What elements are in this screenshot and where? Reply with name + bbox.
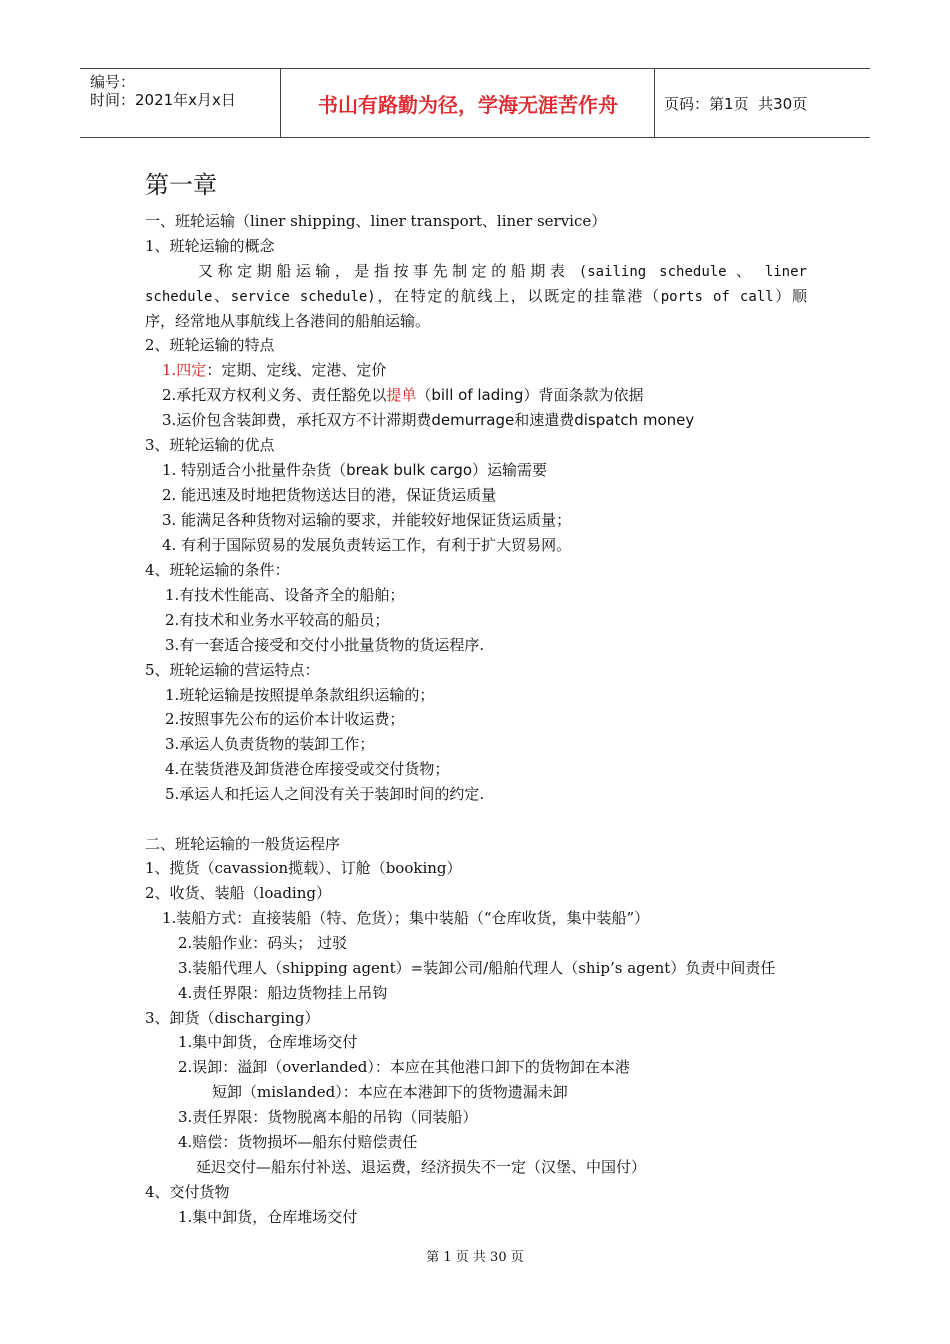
header-meta-cell (80, 69, 280, 137)
list-item: 2.按照事先公布的运价本计收运费； (165, 710, 405, 728)
list-item: 2.误卸：溢卸（overlanded）：本应在其他港口卸下的货物卸在本港 (178, 1058, 630, 1076)
list-item: 1.有技术性能高、设备齐全的船舶； (165, 586, 405, 604)
list-item: 3.责任界限：货物脱离本船的吊钩（同装船） (178, 1108, 478, 1126)
list-item: 2.有技术和业务水平较高的船员； (165, 611, 390, 629)
list-item: 3.有一套适合接受和交付小批量货物的货运程序. (165, 636, 485, 654)
list-item: 2.承托双方权利义务、责任豁免以提单（bill of lading）背面条款为依据 (162, 386, 644, 404)
section-heading: 一、班轮运输（liner shipping、liner transport、liner service） (145, 212, 607, 230)
concept-paragraph (145, 259, 807, 334)
subsection-heading: 2、收货、装船（loading） (145, 884, 331, 902)
header-divider (654, 69, 655, 137)
header-page-info: 页码：第1页 共30页 (664, 94, 808, 113)
header-divider (280, 69, 281, 137)
header-motto: 书山有路勤为径，学海无涯苦作舟 (318, 92, 618, 117)
list-item: 4.责任界限：船边货物挂上吊钩 (178, 984, 388, 1002)
list-item: 1.集中卸货，仓库堆场交付 (178, 1208, 358, 1226)
list-item: 2.装船作业：码头； 过驳 (178, 934, 348, 952)
subsection-heading: 5、班轮运输的营运特点： (145, 661, 320, 679)
list-item: 1.班轮运输是按照提单条款组织运输的； (165, 686, 435, 704)
subsection-heading: 3、班轮运输的优点 (145, 436, 275, 454)
list-item: 5.承运人和托运人之间没有关于装卸时间的约定. (165, 785, 485, 803)
subsection-heading: 4、班轮运输的条件： (145, 561, 290, 579)
list-item: 3.承运人负责货物的装卸工作； (165, 735, 375, 753)
list-item: 3.装船代理人（shipping agent）=装卸公司/船舶代理人（ship’s agent）负责中间责任 (178, 959, 776, 977)
list-item: 1. 特别适合小批量件杂货（break bulk cargo）运输需要 (162, 461, 548, 479)
list-item: 4. 有利于国际贸易的发展负责转运工作，有利于扩大贸易网。 (162, 536, 572, 554)
page-header (80, 68, 870, 138)
list-item: 1.装船方式：直接装船（特、危货）；集中装船（“仓库收货，集中装船”） (162, 909, 650, 927)
page-footer: 第 1 页 共 30 页 (426, 1250, 524, 1265)
paragraph-line: 又称定期船运输，是指按事先制定的船期表 (sailing schedule 、 liner (198, 262, 807, 280)
doc-date: 时间：2021年x月x日 (90, 91, 236, 109)
subsection-heading: 2、班轮运输的特点 (145, 336, 275, 354)
list-item: 3. 能满足各种货物对运输的要求，并能较好地保证货运质量； (162, 511, 572, 529)
list-item: 4.在装货港及卸货港仓库接受或交付货物； (165, 760, 450, 778)
subsection-heading: 1、班轮运输的概念 (145, 237, 275, 255)
list-item: 4.赔偿：货物损坏—船东付赔偿责任 (178, 1133, 418, 1151)
subsection-heading: 1、揽货（cavassion揽载）、订舱（booking） (145, 859, 462, 877)
list-item: 1.四定：定期、定线、定港、定价 (162, 361, 387, 379)
list-item: 2. 能迅速及时地把货物送达目的港，保证货运质量 (162, 486, 497, 504)
paragraph-line: 序，经常地从事航线上各港间的船舶运输。 (145, 312, 431, 330)
subsection-heading: 3、卸货（discharging） (145, 1009, 320, 1027)
section-heading: 二、班轮运输的一般货运程序 (145, 835, 341, 853)
list-item: 短卸（mislanded）：本应在本港卸下的货物遗漏未卸 (212, 1083, 568, 1101)
list-item: 延迟交付—船东付补送、退运费，经济损失不一定（汉堡、中国付） (196, 1158, 647, 1176)
list-item: 1.集中卸货，仓库堆场交付 (178, 1033, 358, 1051)
doc-number-label: 编号： (90, 73, 136, 91)
paragraph-line: schedule、service schedule)，在特定的航线上，以既定的挂靠港（ports of call）顺 (145, 287, 807, 305)
subsection-heading: 4、交付货物 (145, 1183, 230, 1201)
chapter-title: 第一章 (145, 171, 217, 199)
list-item: 3.运价包含装卸费，承托双方不计滞期费demurrage和速遣费dispatch money (162, 411, 695, 429)
